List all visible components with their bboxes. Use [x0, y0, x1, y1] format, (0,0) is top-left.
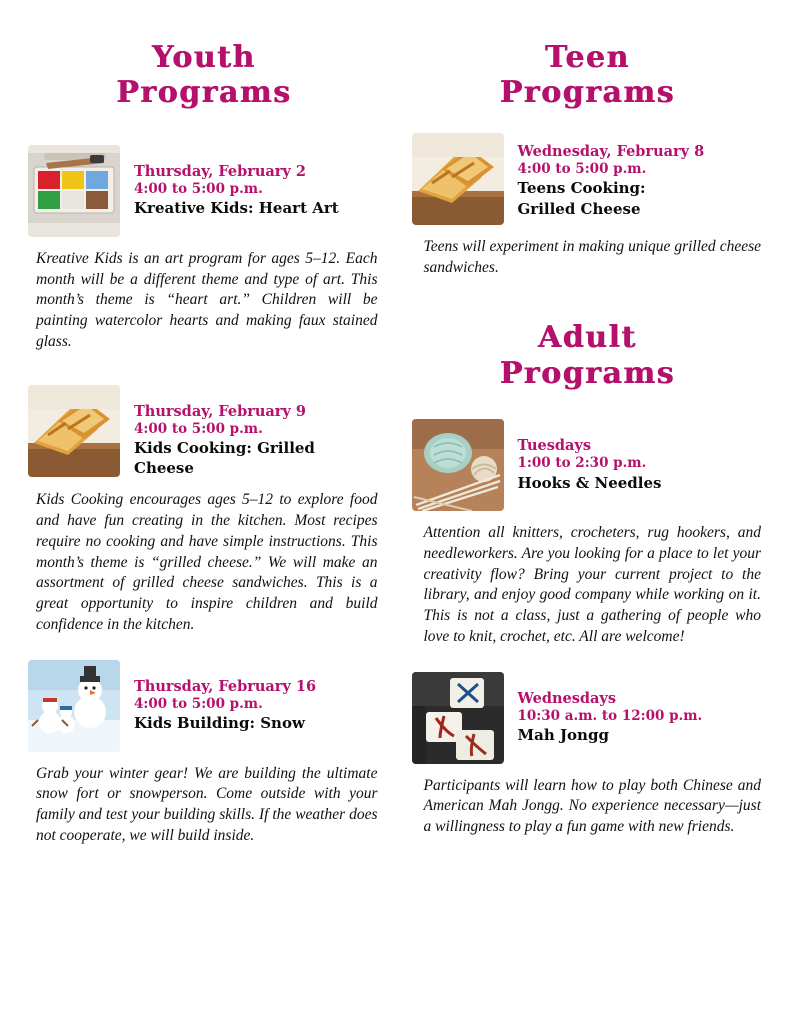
- section-heading-teen-line2: Programs: [499, 75, 675, 111]
- event-title-line1: Teens Cooking:: [517, 179, 646, 198]
- grilled-cheese-sandwich-photo: [412, 133, 504, 225]
- event-header: [412, 672, 764, 764]
- section-heading-youth-line1: Youth: [151, 40, 256, 75]
- event-kids-building-snow: [28, 660, 380, 847]
- event-date: Wednesday, February 8: [517, 142, 705, 160]
- event-time: 4:00 to 5:00 p.m.: [134, 180, 263, 197]
- section-heading-teen-line1: Teen: [544, 40, 630, 75]
- event-header: [28, 145, 380, 237]
- event-time: 4:00 to 5:00 p.m.: [517, 160, 647, 177]
- event-meta: [518, 133, 764, 220]
- event-description: Participants will learn how to play both Chinese and American Mah Jongg. No experience necessary—just a willingness to play a fun game with new friends.: [423, 776, 761, 836]
- spacer: [28, 359, 380, 385]
- event-date: Tuesdays: [517, 437, 592, 455]
- teen-and-adult-programs-column: [412, 26, 764, 1014]
- section-heading-adult: [412, 320, 764, 391]
- section-heading-teen: [412, 40, 764, 111]
- event-teens-cooking-grilled-cheese: [412, 133, 764, 279]
- event-time: 4:00 to 5:00 p.m.: [134, 695, 263, 712]
- section-heading-adult-line2: Programs: [499, 355, 675, 391]
- event-header: [412, 133, 764, 225]
- event-time: 10:30 a.m. to 12:00 p.m.: [517, 707, 703, 724]
- section-heading-youth: [28, 40, 380, 111]
- youth-programs-column: [28, 26, 380, 1014]
- event-date: Thursday, February 9: [134, 402, 306, 420]
- knitting-yarn-needles-photo: [412, 419, 504, 511]
- event-kids-cooking-grilled-cheese: [28, 385, 380, 636]
- event-meta: [518, 672, 764, 746]
- section-heading-adult-line1: Adult: [537, 320, 637, 356]
- event-header: [28, 385, 380, 479]
- event-date: Thursday, February 2: [134, 162, 306, 180]
- snowmen-in-snow-photo: [28, 660, 120, 752]
- event-time: 1:00 to 2:30 p.m.: [517, 455, 647, 472]
- mah-jongg-tiles-photo: [412, 672, 504, 764]
- event-kreative-kids-heart-art: [28, 145, 380, 353]
- section-heading-youth-line2: Programs: [116, 75, 292, 111]
- event-mah-jongg: [412, 672, 764, 838]
- spacer: [412, 654, 764, 672]
- event-time: 4:00 to 5:00 p.m.: [134, 420, 263, 437]
- event-meta: [518, 419, 764, 493]
- watercolor-paint-palette-photo: [28, 145, 120, 237]
- event-date: Wednesdays: [517, 689, 617, 707]
- event-title: Kids Cooking: Grilled Cheese: [134, 439, 315, 477]
- event-title: Kids Building: Snow: [134, 714, 305, 733]
- event-description: Attention all knitters, crocheters, rug hookers, and needleworkers. Are you looking for a place to let your creativity flow? Bring your current project to the library, and enjoy good company while working on it. This is not a class, just a gathering of people who love to knit, crochet, etc. All are welcome!: [423, 524, 761, 645]
- grilled-cheese-sandwich-photo: [28, 385, 120, 477]
- spacer: [28, 642, 380, 660]
- event-title: Hooks & Needles: [517, 473, 662, 492]
- event-title: Kreative Kids: Heart Art: [134, 199, 339, 218]
- event-meta: [134, 660, 380, 734]
- event-description: Teens will experiment in making unique grilled cheese sandwiches.: [423, 237, 761, 276]
- event-header: [412, 419, 764, 511]
- event-title: Mah Jongg: [517, 726, 609, 745]
- event-meta: [134, 385, 380, 479]
- event-title-line2: Grilled Cheese: [517, 199, 641, 218]
- event-description: Grab your winter gear! We are building the ultimate snow fort or snowperson. Come outside with your family and test your building skills. If the weather does not cooperate, we will build inside.: [36, 764, 378, 844]
- event-description: Kids Cooking encourages ages 5–12 to explore food and have fun creating in the kitchen. Most recipes require no cooking and have simple instructions. This month’s theme is “grilled cheese.” We will make an assortment of grilled cheese sandwiches. This is a great opportunity to inspire children and build confidence in the kitchen.: [36, 491, 378, 633]
- event-header: [28, 660, 380, 752]
- event-description: Kreative Kids is an art program for ages 5–12. Each month will be a different theme and type of art. This month’s theme is “heart art.” Children will be painting watercolor hearts and making faux stained glass.: [36, 249, 378, 350]
- event-meta: [134, 145, 380, 219]
- event-date: Thursday, February 16: [134, 677, 317, 695]
- event-hooks-and-needles: [412, 419, 764, 648]
